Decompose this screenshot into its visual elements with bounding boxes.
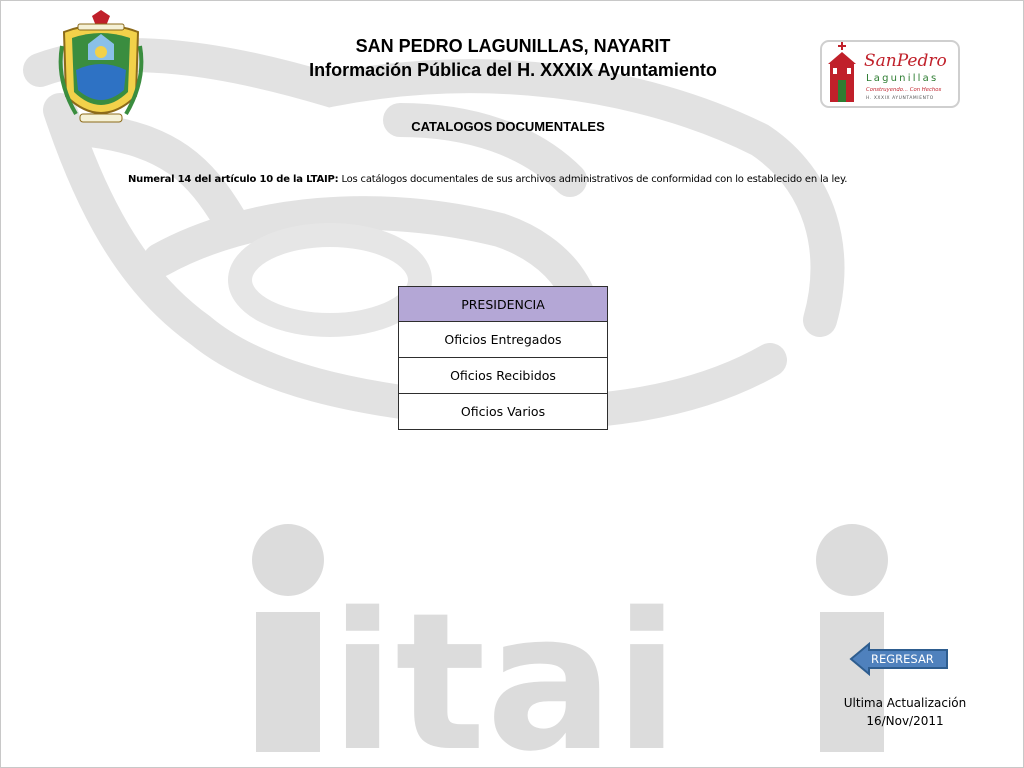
logo-line2: Lagunillas — [866, 73, 939, 84]
back-button-label: REGRESAR — [871, 652, 934, 666]
last-updated-date: 16/Nov/2011 — [866, 714, 944, 728]
catalog-link-oficios-entregados[interactable]: Oficios Entregados — [399, 322, 608, 358]
logo-line1: SanPedro — [864, 51, 947, 71]
coat-of-arms-icon — [58, 10, 144, 134]
catalog-link-oficios-recibidos[interactable]: Oficios Recibidos — [399, 358, 608, 394]
page-subtitle: Información Pública del H. XXXIX Ayuntamiento — [309, 60, 717, 80]
section-title: CATALOGOS DOCUMENTALES — [411, 119, 605, 134]
catalog-link-oficios-varios[interactable]: Oficios Varios — [399, 394, 608, 430]
watermark-text: itai — [330, 572, 680, 768]
back-button[interactable] — [849, 642, 949, 676]
logo-line4: H. XXXIX AYUNTAMIENTO — [866, 96, 934, 101]
catalog-row[interactable] — [399, 358, 608, 394]
catalog-header-row — [399, 287, 608, 322]
description-label: Numeral 14 del artículo 10 de la LTAIP: — [128, 174, 339, 185]
logo-line3: Construyendo... Con Hechos — [866, 87, 942, 93]
catalog-header: PRESIDENCIA — [399, 287, 608, 322]
last-updated — [830, 694, 980, 730]
san-pedro-logo — [820, 40, 960, 108]
last-updated-label: Ultima Actualización — [843, 696, 967, 710]
description — [128, 174, 988, 185]
catalog-row[interactable] — [399, 394, 608, 430]
description-text: Los catálogos documentales de sus archivos administrativos de conformidad con lo establecido en la ley. — [338, 174, 848, 185]
catalog-row[interactable] — [399, 322, 608, 358]
catalog-table — [398, 286, 608, 430]
municipality-title: SAN PEDRO LAGUNILLAS, NAYARIT — [355, 36, 671, 56]
